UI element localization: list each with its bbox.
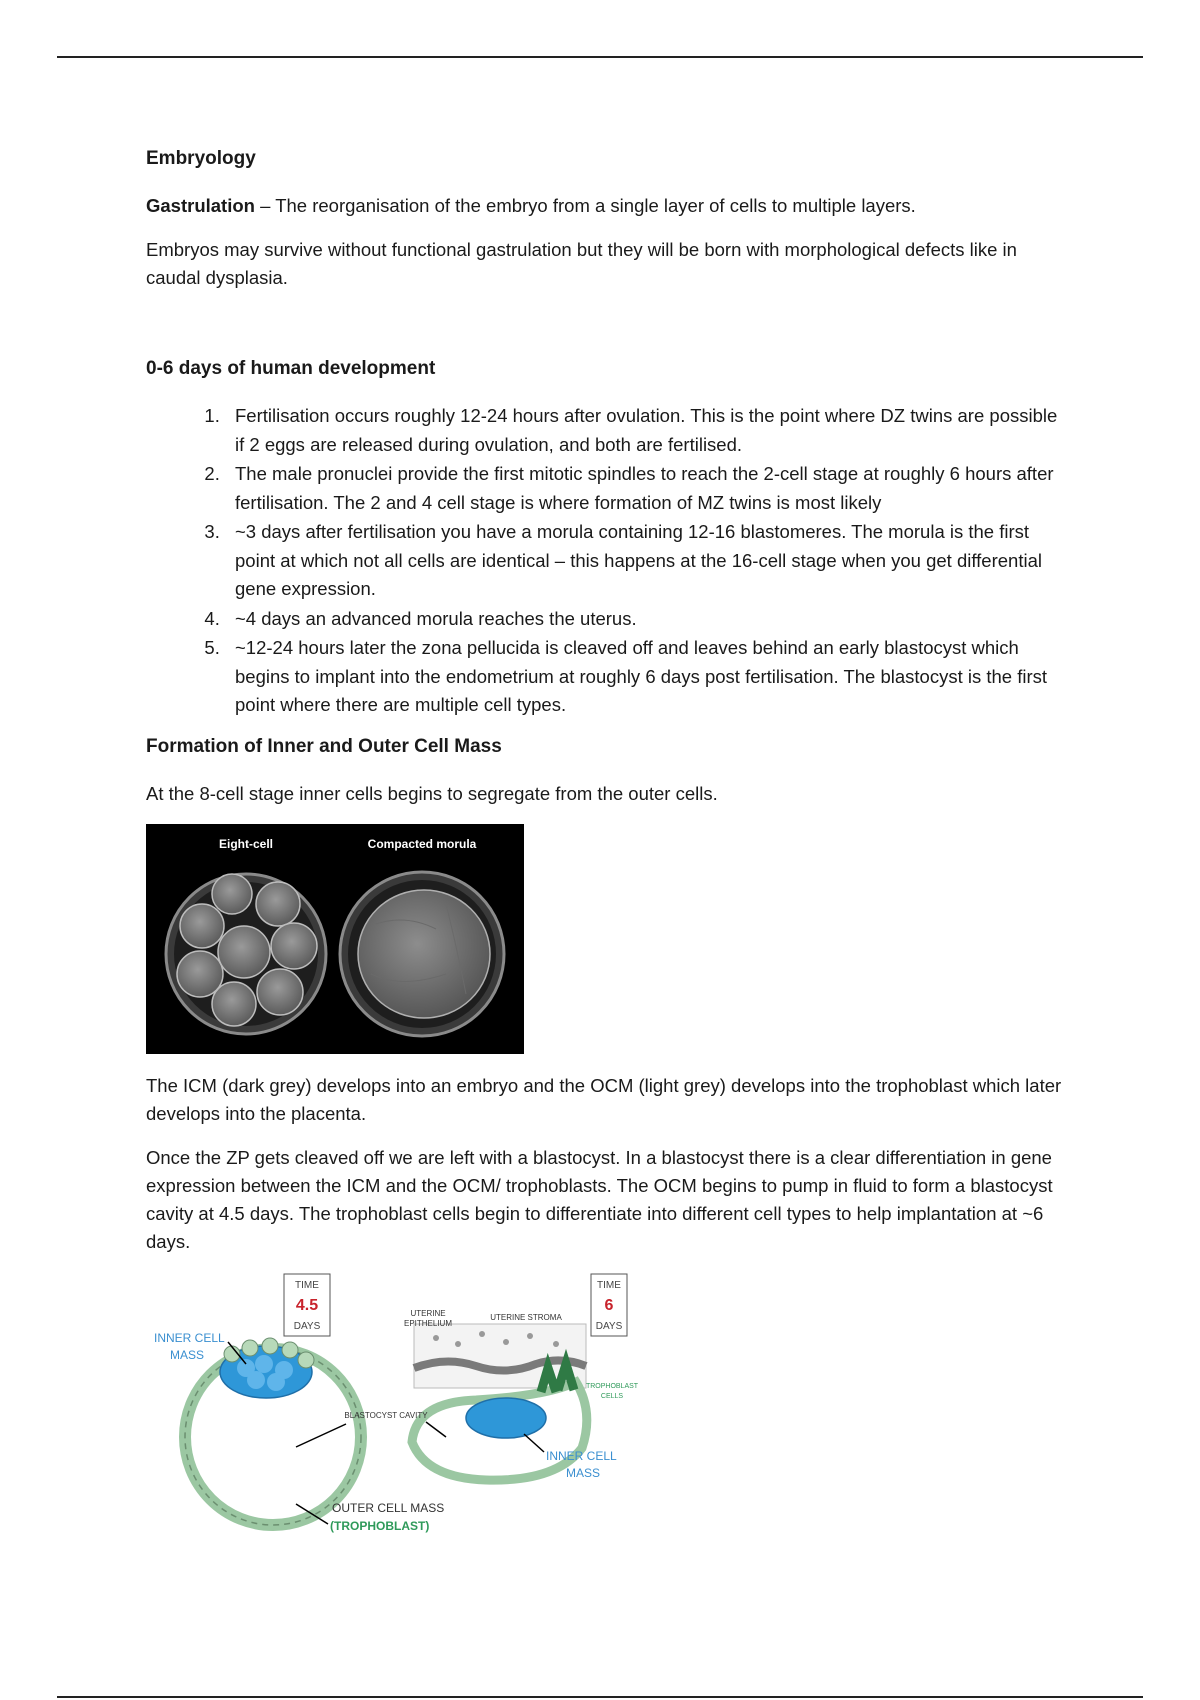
gastrulation-text: – The reorganisation of the embryo from a single layer of cells to multiple layers. — [254, 195, 916, 216]
blastocyst-cavity-label: BLASTOCYST CAVITY — [344, 1410, 428, 1420]
development-steps-list — [146, 402, 1066, 720]
eight-cell-label: Eight-cell — [218, 836, 274, 851]
gastrulation-term: Gastrulation — [146, 195, 255, 216]
inner-cell-mass-label-1: INNER CELL MASS — [154, 1330, 225, 1362]
eight-cell-embryo — [166, 874, 326, 1034]
blastocyst-paragraph: Once the ZP gets cleaved off we are left with a blastocyst. In a blastocyst there is a clear differentiation in gene expression between the ICM and the OCM/ trophoblasts. The OCM begins to pump in fluid to form a blastocyst cavity at 4.5 days. The trophoblast cells begin to differentiate into different cell types to help implantation at ~6 days. — [146, 1146, 1053, 1252]
list-item: 2. The male pronuclei provide the first mitotic spindles to reach the 2-cell stage at roughly 6 hours after fertilisation. The 2 and 4 cell stage is where formation of MZ twins is most likely — [225, 460, 1066, 517]
blastocyst-diagram — [146, 1272, 656, 1544]
list-item: 3. ~3 days after fertilisation you have a morula containing 12-16 blastomeres. The morula is the first point at which not all cells are identical – this happens at the 16-cell stage when you get differential gene expression. — [225, 518, 1066, 604]
compacted-morula — [340, 872, 504, 1036]
uterine-stroma-label: UTERINE STROMA — [490, 1312, 562, 1322]
list-item: 5. ~12-24 hours later the zona pellucida is cleaved off and leaves behind an early blastocyst which begins to implant into the endometrium at roughly 6 days post fertilisation. The blastocyst is the first point where there are multiple cell types. — [225, 634, 1066, 720]
gastrulation-definition — [146, 192, 1066, 220]
section-heading-cell-mass: Formation of Inner and Outer Cell Mass — [146, 735, 502, 757]
header-rule — [57, 56, 1143, 58]
trophoblast-label: (TROPHOBLAST) — [330, 1518, 430, 1533]
time-value-6: 6 — [604, 1296, 614, 1314]
inner-cell-mass-label-2: INNER CELL MASS — [546, 1448, 617, 1480]
outer-cell-mass-label: OUTER CELL MASS — [332, 1500, 445, 1515]
trophoblast-cells-label: TROPHOBLAST CELLS — [585, 1382, 639, 1400]
footer-rule — [57, 1696, 1143, 1698]
document-body — [146, 146, 1066, 1544]
compacted-morula-label: Compacted morula — [367, 836, 477, 851]
days-label: DAYS — [293, 1320, 321, 1332]
time-label: TIME — [295, 1279, 319, 1291]
embryo-micrograph-figure — [146, 824, 524, 1054]
eight-cell-paragraph: At the 8-cell stage inner cells begins to segregate from the outer cells. — [146, 782, 718, 804]
list-item: 4. ~4 days an advanced morula reaches the uterus. — [225, 605, 1066, 634]
page-title: Embryology — [146, 148, 256, 169]
time-box-6 — [591, 1274, 627, 1336]
section-heading-development: 0-6 days of human development — [146, 358, 436, 379]
days-label: DAYS — [595, 1320, 623, 1332]
survival-paragraph: Embryos may survive without functional gastrulation but they will be born with morphological defects like in caudal dysplasia. — [146, 239, 1017, 288]
time-label: TIME — [597, 1279, 621, 1291]
list-item: 1. Fertilisation occurs roughly 12-24 hours after ovulation. This is the point where DZ twins are possible if 2 eggs are released during ovulation, and both are fertilised. — [225, 402, 1066, 459]
uterine-epithelium-label: UTERINE EPITHELIUM — [403, 1308, 453, 1328]
icm-paragraph: The ICM (dark grey) develops into an embryo and the OCM (light grey) develops into the trophoblast which later develops into the placenta. — [146, 1074, 1062, 1124]
time-value-4-5: 4.5 — [295, 1296, 319, 1314]
blastocyst-day-4-5 — [185, 1338, 361, 1525]
time-box-4-5 — [284, 1274, 330, 1336]
